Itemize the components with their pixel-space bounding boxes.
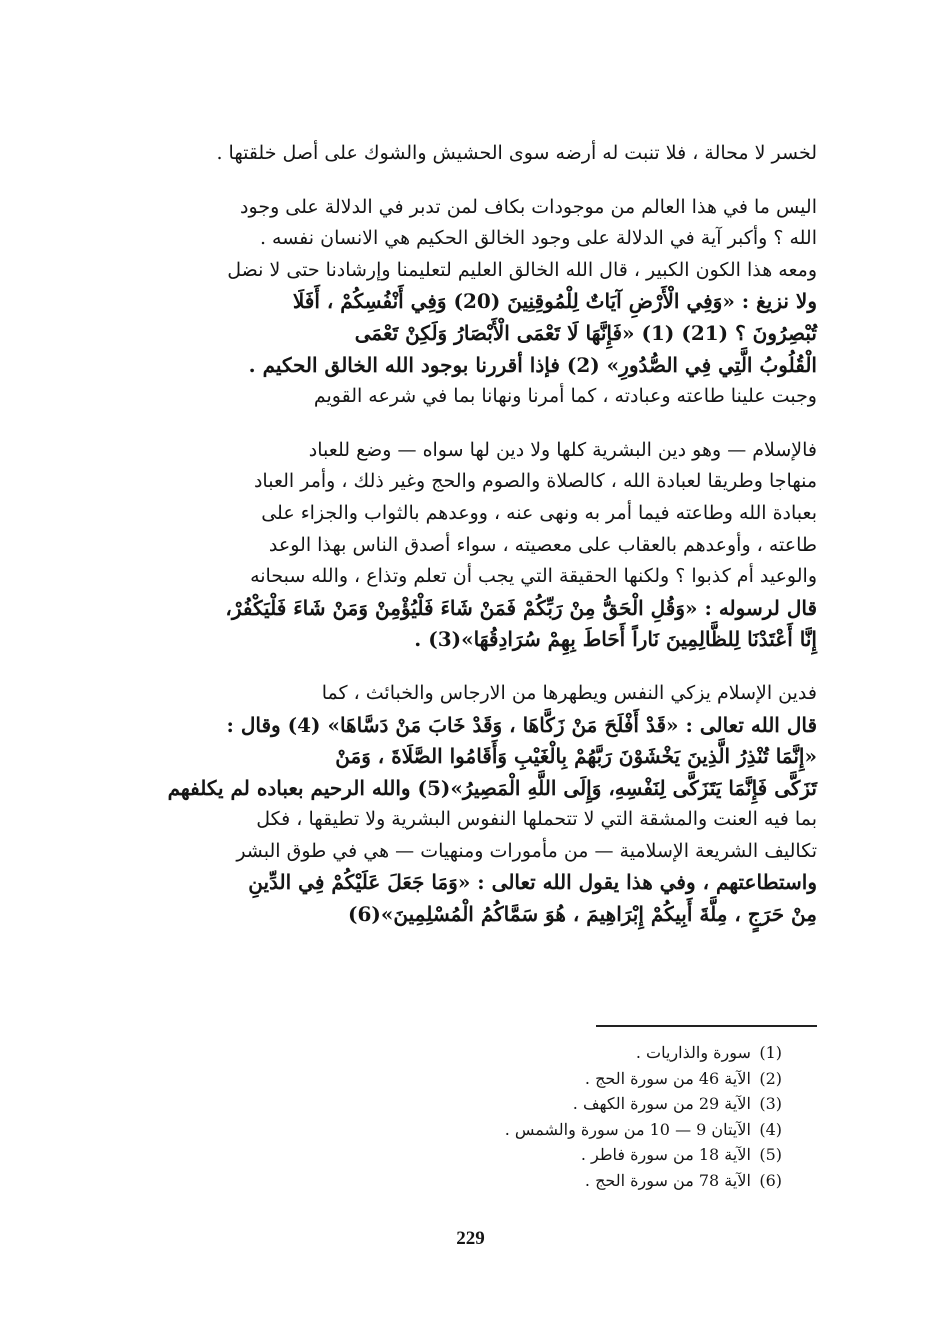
text-line: منهاجا وطريقا لعبادة الله ، كالصلاة والصوم والحج وغير ذلك ، وأمر العباد xyxy=(253,470,817,493)
verse-line: تَزَكَّى فَإِنَّمَا يَتَزَكَّى لِنَفْسِهِ، وَإِلَى اللَّهِ الْمَصِيرُ»(5) والله الرحيم بعباده لم يكلفهم xyxy=(167,775,817,800)
footnote-text: الآية 18 من سورة فاطر . xyxy=(580,1145,751,1164)
verse-line: ولا نزيغ : «وَفِي الْأَرْضِ آيَاتٌ لِلْمُوقِنِينَ (20) وَفِي أَنْفُسِكُمْ ، أَفَلَا xyxy=(292,289,817,314)
text-line: ومعه هذا الكون الكبير ، قال الله الخالق العليم لتعليمنا وإرشادنا حتى لا نضل xyxy=(227,258,817,281)
paragraph xyxy=(145,192,817,413)
page-body xyxy=(145,138,817,953)
verse-line: قال الله تعالى : «قَدْ أَفْلَحَ مَنْ زَكَّاهَا ، وَقَدْ خَابَ مَنْ دَسَّاهَا» (4) وقال : xyxy=(226,712,817,737)
text-line: الله ؟ وأكبر آية في الدلالة على وجود الخالق الحكيم هي الانسان نفسه . xyxy=(259,227,817,250)
footnote-item xyxy=(340,1142,782,1168)
footnote-text: سورة والذاريات . xyxy=(635,1043,751,1062)
page-number: 229 xyxy=(456,1228,485,1249)
text-line: تكاليف الشريعة الإسلامية — من مأمورات ومنهيات — هي في طوق البشر xyxy=(236,839,817,862)
paragraph xyxy=(145,138,817,170)
footnote-number: (1) xyxy=(759,1043,782,1062)
footnote-number: (5) xyxy=(759,1145,782,1164)
footnote-divider xyxy=(596,1025,817,1027)
text-line: طاعته ، وأوعدهم بالعقاب على معصيته ، سواء أصدق الناس بهذا الوعد xyxy=(268,533,817,556)
footnote-item xyxy=(340,1066,782,1092)
text-line: لخسر لا محالة ، فلا تنبت له أرضه سوى الحشيش والشوك على أصل خلقتها . xyxy=(216,142,817,164)
text-line: فدين الإسلام يزكي النفس ويطهرها من الارجاس والخبائث ، كما xyxy=(321,681,817,704)
text-line: بعبادة الله وطاعته فيما أمر به ونهى عنه ، ووعدهم بالثواب والجزاء على xyxy=(261,501,817,524)
footnote-text: الآيتان 9 — 10 من سورة والشمس . xyxy=(504,1119,751,1139)
text-line: والوعيد أم كذبوا ؟ ولكنها الحقيقة التي يجب أن تعلم وتذاع ، والله سبحانه xyxy=(250,565,817,588)
verse-line: تُبْصِرُونَ ؟ (21) (1) «فَإِنَّهَا لَا تَعْمَى الْأَبْصَارُ وَلَكِنْ تَعْمَى xyxy=(354,320,817,345)
footnote-text: الآية 29 من سورة الكهف . xyxy=(572,1094,751,1113)
verse-line: «إِنَّمَا تُنْذِرُ الَّذِينَ يَخْشَوْنَ رَبَّهُمْ بِالْغَيْبِ وَأَقَامُوا الصَّلَاةَ ، وَمَنْ xyxy=(335,744,817,769)
footnote-number: (4) xyxy=(759,1119,782,1139)
text-line: اليس ما في هذا العالم من موجودات بكاف لمن تدبر في الدلالة على وجود xyxy=(240,195,817,218)
text-line: بما فيه العنت والمشقة التي لا تتحملها النفوس البشرية ولا تطيقها ، فكل xyxy=(256,808,817,831)
paragraph xyxy=(145,435,817,656)
verse-line: مِنْ حَرَجٍ ، مِلَّةَ أَبِيكُمْ إِبْرَاهِيمَ ، هُوَ سَمَّاكُمُ الْمُسْلِمِينَ»(6) xyxy=(348,902,817,927)
text-line: وجبت علينا طاعته وعبادته ، كما أمرنا ونهانا بما في شرعه القويم xyxy=(313,385,817,408)
text-line: فالإسلام — وهو دين البشرية كلها ولا دين لها سواه — وضع للعباد xyxy=(308,438,817,461)
footnote-item xyxy=(340,1117,782,1143)
verse-line: واستطاعتهم ، وفي هذا يقول الله تعالى : «وَمَا جَعَلَ عَلَيْكُمْ فِي الدِّينِ xyxy=(248,870,817,895)
footnote-number: (3) xyxy=(759,1094,782,1113)
footnotes-list xyxy=(340,1040,782,1193)
verse-line: قال لرسوله : «وَقُلِ الْحَقُّ مِنْ رَبِّكُمْ فَمَنْ شَاءَ فَلْيُؤْمِنْ وَمَنْ شَاءَ فَلْيَكْفُرْ، xyxy=(225,595,817,620)
footnote-text: الآية 46 من سورة الحج . xyxy=(584,1068,751,1088)
footnote-number: (6) xyxy=(759,1170,782,1190)
footnote-item xyxy=(340,1091,782,1117)
paragraph xyxy=(145,678,817,931)
footnote-item xyxy=(340,1168,782,1194)
footnote-number: (2) xyxy=(759,1068,782,1088)
verse-line: إِنَّا أَعْتَدْنَا لِلظَّالِمِينَ نَاراً أَحَاطَ بِهِمْ سُرَادِقُهَا»(3) . xyxy=(414,627,817,652)
verse-line: الْقُلُوبُ الَّتِي فِي الصُّدُورِ» (2) فإذا أقررنا بوجود الله الخالق الحكيم . xyxy=(248,352,817,377)
footnote-item xyxy=(340,1040,782,1066)
footnote-text: الآية 78 من سورة الحج . xyxy=(584,1170,751,1190)
